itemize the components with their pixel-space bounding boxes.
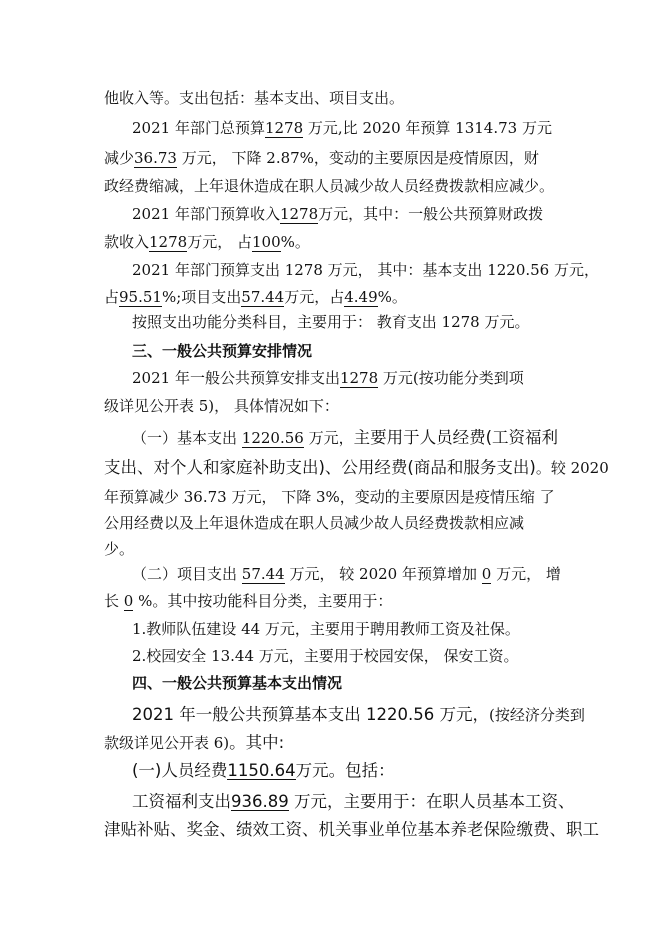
text-line: 2021 年部门总预算1278 万元,比 2020 年预算 1314.73 万元 (132, 119, 552, 137)
text-line: 占95.51%;项目支出57.44万元，占4.49%。 (104, 288, 407, 306)
text-line: 政经费缩减，上年退休造成在职人员减少故人员经费拨款相应减少。 (104, 177, 555, 195)
filled-value: 4.49 (344, 288, 378, 306)
text-line: 年预算减少 36.73 万元， 下降 3%，变动的主要原因是疫情压缩 了 (104, 488, 555, 506)
section-heading: 四、一般公共预算基本支出情况 (132, 674, 343, 692)
subheading: (一)人员经费1150.64万元。包括： (132, 761, 395, 780)
text-line: 他收入等。支出包括：基本支出、项目支出。 (104, 89, 405, 107)
filled-value: 1220.56 (241, 429, 304, 447)
text-line: 减少36.73 万元， 下降 2.87%，变动的主要原因是疫情原因，财 (104, 149, 539, 167)
text-line: 2021 年部门预算收入1278万元，其中：一般公共预算财政拨 (132, 205, 544, 223)
list-item: 1.教师队伍建设 44 万元，主要用于聘用教师工资及社保。 (132, 620, 520, 638)
section-heading: 三、一般公共预算安排情况 (132, 342, 313, 360)
filled-value: 1278 (279, 205, 319, 223)
text-line: 款级详见公开表 6)。其中: (104, 733, 285, 752)
text-line: 按照支出功能分类科目，主要用于： 教育支出 1278 万元。 (132, 313, 530, 331)
filled-value: 1278 (339, 369, 379, 387)
filled-value: 0 (481, 565, 492, 583)
filled-value: 100 (251, 233, 281, 251)
filled-value: 1278 (149, 233, 188, 251)
filled-value: 0 (123, 592, 134, 610)
filled-value: 57.44 (241, 565, 285, 583)
text-line: 公用经费以及上年退休造成在职人员减少故人员经费拨款相应减 (104, 514, 525, 532)
text-line: （一）基本支出 1220.56 万元，主要用于人员经费(工资福利 (132, 428, 559, 447)
text-line: 级详见公开表 5)， 具体情况如下： (104, 397, 339, 415)
text-line: （二）项目支出 57.44 万元， 较 2020 年预算增加 0 万元， 增 (132, 565, 561, 583)
text-line: 长 0 %。其中按功能科目分类，主要用于： (104, 592, 393, 610)
text-line: 2021 年一般公共预算基本支出 1220.56 万元，(按经济分类到 (132, 705, 585, 724)
filled-value: 936.89 (231, 792, 289, 811)
list-item: 2.校园安全 13.44 万元，主要用于校园安保， 保安工资。 (132, 647, 519, 665)
text-line: 2021 年一般公共预算安排支出1278 万元(按功能分类到项 (132, 369, 524, 387)
filled-value: 95.51 (119, 288, 162, 306)
text-line: 少。 (104, 540, 135, 558)
filled-value: 36.73 (134, 149, 177, 167)
text-line: 款收入1278万元， 占100%。 (104, 233, 310, 251)
text-line: 2021 年部门预算支出 1278 万元， 其中：基本支出 1220.56 万元， (132, 261, 599, 279)
filled-value: 1150.64 (227, 761, 296, 780)
text-line: 支出、对个人和家庭补助支出)、公用经费(商品和服务支出)。较 2020 (104, 458, 609, 477)
filled-value: 1278 (264, 119, 304, 137)
text-line: 津贴补贴、奖金、绩效工资、机关事业单位基本养老保险缴费、职工 (104, 820, 599, 839)
filled-value: 57.44 (241, 288, 285, 306)
text-line: 工资福利支出936.89 万元，主要用于：在职人员基本工资、 (132, 792, 575, 811)
